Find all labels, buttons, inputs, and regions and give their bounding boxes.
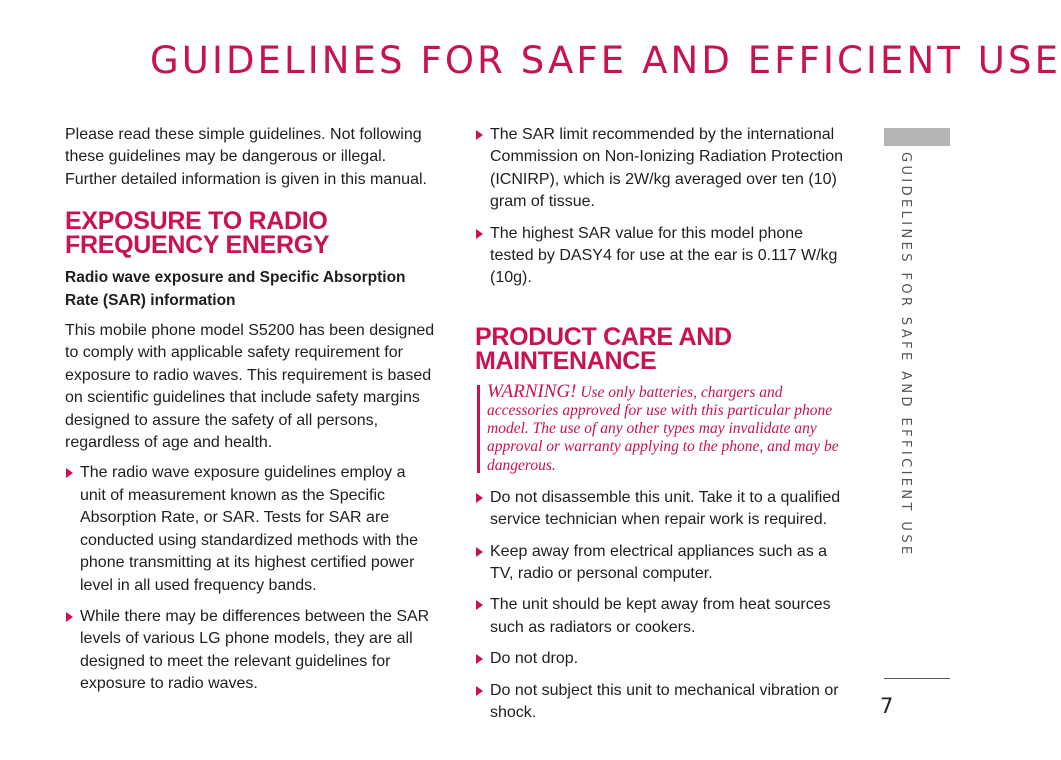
left-column [65,124,435,705]
list-item-text: Do not disassemble this unit. Take it to a qualified service technician when repair work is required. [490,488,841,529]
list-item-text: Do not subject this unit to mechanical vibration or shock. [490,681,839,722]
list-item [65,462,435,596]
sar-subheading: Radio wave exposure and Specific Absorption Rate (SAR) information [65,269,406,309]
page-number: 7 [880,694,894,718]
side-tab-marker [884,128,950,146]
list-item-text: The SAR limit recommended by the international Commission on Non-Ionizing Radiation Protection (ICNIRP), which is 2W/kg averaged over ten (10) gram of tissue. [490,126,844,211]
list-item [475,680,850,725]
list-item [475,124,850,214]
warning-label: WARNING! [487,380,577,402]
intro-paragraph: Please read these simple guidelines. Not following these guidelines may be dangerous or illegal. Further detailed information is given in this manual. [65,126,427,188]
sidebar-vertical-title: GUIDELINES FOR SAFE AND EFFICIENT USE [898,152,913,558]
list-item-text: While there may be differences between the SAR levels of various LG phone models, they are all designed to meet the relevant guidelines for exposure to radio waves. [80,607,430,693]
triangle-bullet-icon [476,130,483,140]
list-item [475,223,850,290]
section-heading-rf-exposure: EXPOSURE TO RADIO FREQUENCY ENERGY [65,207,330,260]
list-item-text: The unit should be kept away from heat sources such as radiators or cookers. [490,596,831,636]
list-item [475,487,850,532]
list-item [475,541,850,586]
list-item-text: The radio wave exposure guidelines employ a unit of measurement known as the Specific Absorption Rate, or SAR. Tests for SAR are conducted using standardized methods with the phone transmitting at its highest certified power level in all used frequency bands. [80,464,418,594]
triangle-bullet-icon [66,612,73,622]
list-item-text: Do not drop. [490,650,579,668]
care-bullet-list [475,487,850,725]
triangle-bullet-icon [66,468,73,478]
triangle-bullet-icon [476,654,483,664]
section-heading-product-care: PRODUCT CARE AND MAINTENANCE [475,322,732,375]
triangle-bullet-icon [476,600,483,610]
sar-body-paragraph: This mobile phone model S5200 has been designed to comply with applicable safety requirement for exposure to radio waves. This requirement is based on scientific guidelines that include safety margins designed to assure the safety of all persons, regardless of age and health. [65,322,435,452]
triangle-bullet-icon [476,229,483,239]
triangle-bullet-icon [476,686,483,696]
rf-bullet-list [65,462,435,695]
sar-bullet-list [475,124,850,290]
list-item [65,606,435,696]
right-column [475,124,850,734]
footer-rule [884,678,950,679]
triangle-bullet-icon [476,547,483,557]
list-item [475,648,850,670]
list-item-text: Keep away from electrical appliances such as a TV, radio or personal computer. [490,542,828,583]
warning-box [475,380,850,475]
triangle-bullet-icon [476,493,483,503]
warning-text: Use only batteries, chargers and accessories approved for use with this particular phone model. The use of any other types may invalidate any approval or warranty applying to the phone, and may be dangerous. [487,383,839,474]
warning-bar [477,385,480,473]
page-title: GUIDELINES FOR SAFE AND EFFICIENT USE [150,39,1061,82]
list-item-text: The highest SAR value for this model phone tested by DASY4 for use at the ear is 0.117 W/kg (10g). [490,224,838,287]
list-item [475,594,850,639]
